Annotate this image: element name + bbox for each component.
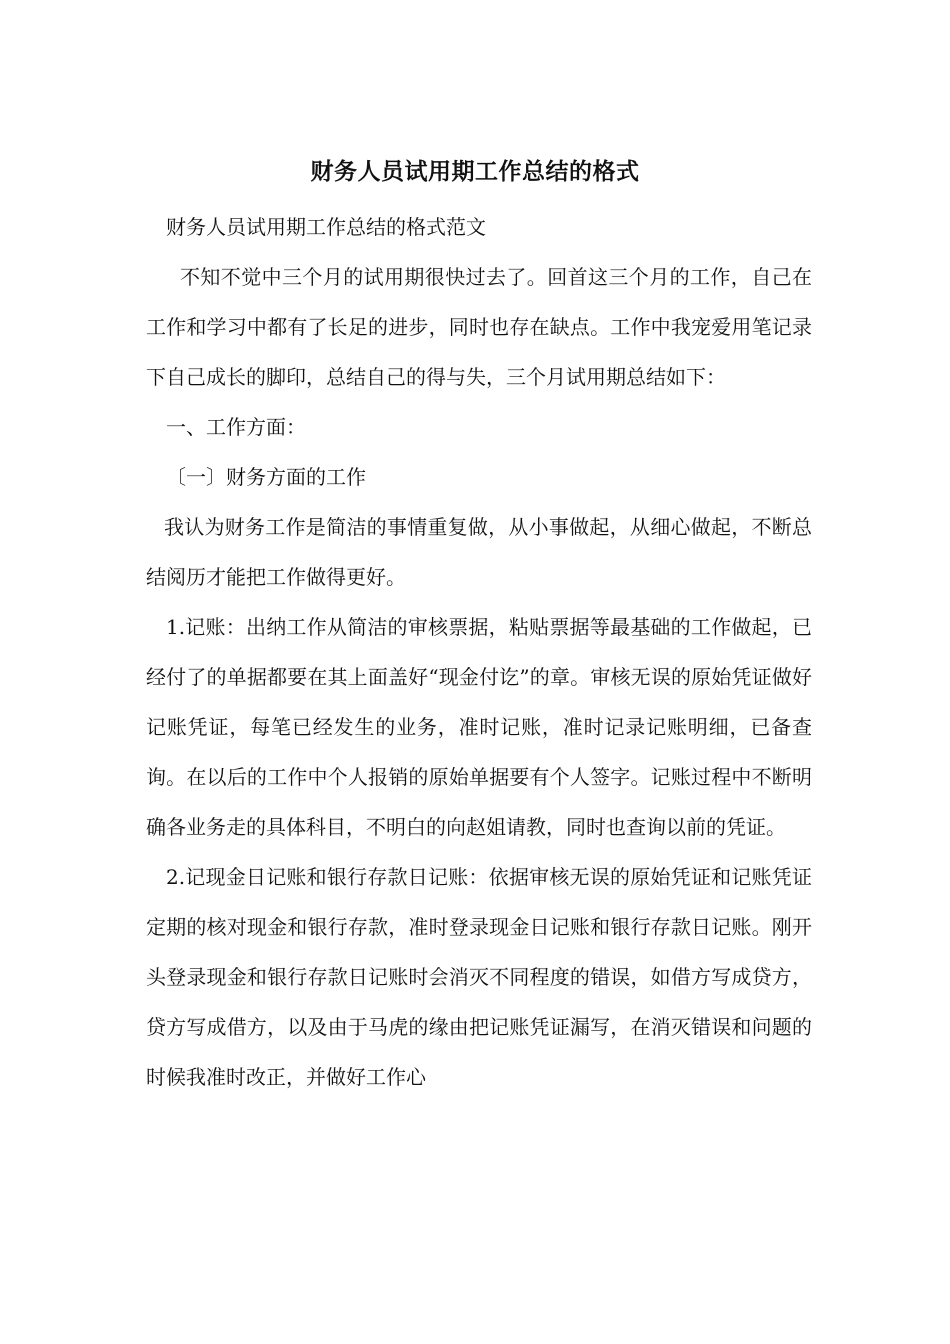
journal-paragraph: 2.记现金日记账和银行存款日记账：依据审核无误的原始凭证和记账凭证定期的核对现金和银行存款，准时登录现金日记账和银行存款日记账。刚开头登录现金和银行存款日记账时会消灭不同程度的错误，如借方写成贷方，贷方写成借方，以及由于马虎的缘由把记账凭证漏写，在消灭错误和问题的时候我准时改正，并做好工作心 xyxy=(146,865,812,1089)
subsection-heading-finance: 〔一〕财务方面的工作 xyxy=(166,465,366,489)
document-body xyxy=(146,202,812,1102)
subtitle-paragraph: 财务人员试用期工作总结的格式范文 xyxy=(166,215,486,239)
finance-intro-paragraph: 我认为财务工作是简洁的事情重复做，从小事做起，从细心做起，不断总结阅历才能把工作做得更好。 xyxy=(146,515,812,589)
document-title: 财务人员试用期工作总结的格式 xyxy=(310,158,640,185)
intro-paragraph: 不知不觉中三个月的试用期很快过去了。回首这三个月的工作，自己在工作和学习中都有了长足的进步，同时也存在缺点。工作中我宠爱用笔记录下自己成长的脚印，总结自己的得与失，三个月试用期总结如下： xyxy=(146,265,812,389)
bookkeeping-paragraph: 1.记账：出纳工作从简洁的审核票据，粘贴票据等最基础的工作做起，已经付了的单据都要在其上面盖好“现金付讫”的章。审核无误的原始凭证做好记账凭证，每笔已经发生的业务，准时记账，准时记录记账明细，已备查询。在以后的工作中个人报销的原始单据要有个人签字。记账过程中不断明确各业务走的具体科目，不明白的向赵姐请教，同时也查询以前的凭证。 xyxy=(146,615,812,839)
section-heading-work: 一、工作方面： xyxy=(166,415,306,439)
